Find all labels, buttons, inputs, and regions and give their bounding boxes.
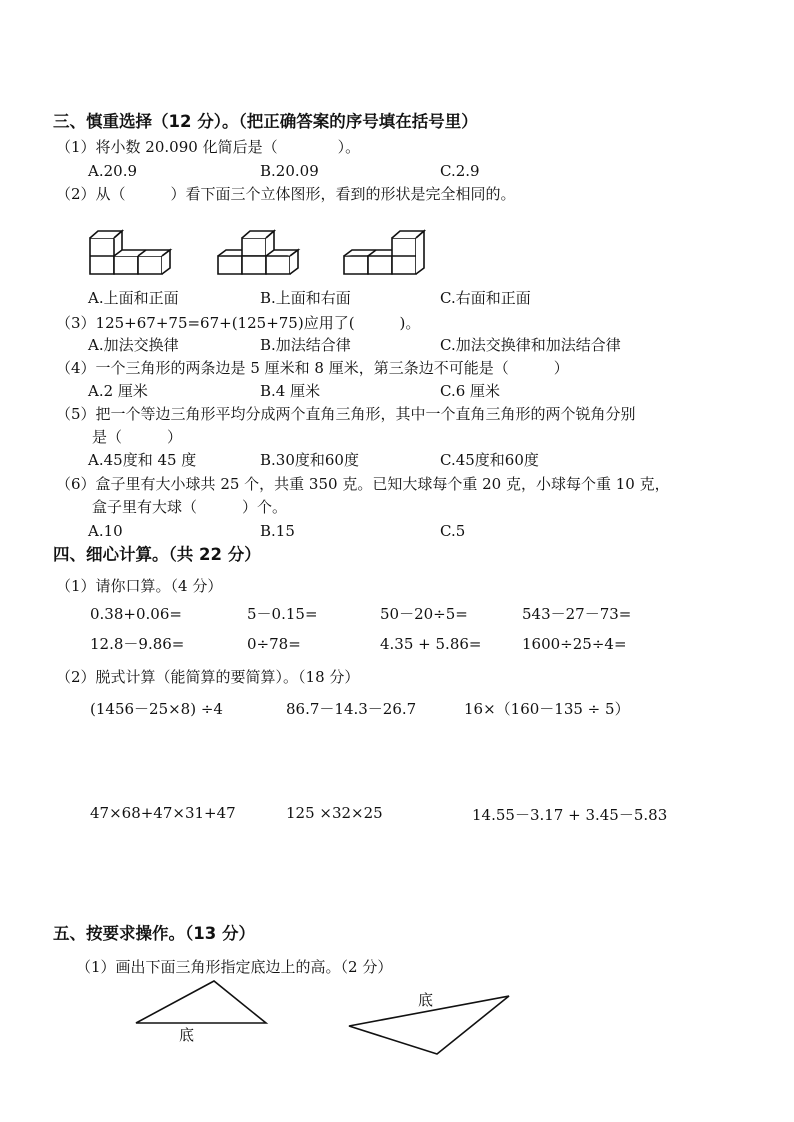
q2-option-b: B.上面和右面 <box>260 289 351 307</box>
q5-option-c: C.45度和60度 <box>440 451 539 469</box>
q4-option-c: C.6 厘米 <box>440 382 501 400</box>
q6-stem-line1: （6）盒子里有大小球共 25 个，共重 350 克。已知大球每个重 20 克，小球每个重 10 克， <box>56 475 670 493</box>
triangle-left <box>130 975 270 1027</box>
q6-option-b: B.15 <box>260 522 295 540</box>
q4-option-a: A.2 厘米 <box>88 382 148 400</box>
q5-stem-line1: （5）把一个等边三角形平均分成两个直角三角形，其中一个直角三角形的两个锐角分别 <box>56 405 636 423</box>
q5-option-b: B.30度和60度 <box>260 451 359 469</box>
q4-stem: （4）一个三角形的两条边是 5 厘米和 8 厘米，第三条边不可能是（ ） <box>56 359 569 377</box>
step-calc-item: 125 ×32×25 <box>286 804 383 822</box>
oral-calc-item: 4.35 + 5.86= <box>380 635 482 653</box>
oral-calc-item: 50－20÷5= <box>380 605 468 623</box>
cube-figure-1 <box>86 228 181 278</box>
step-calc-label: （2）脱式计算（能简算的要简算）。（18 分） <box>56 668 360 686</box>
cube-figure-2 <box>214 228 309 278</box>
q1-option-c: C.2.9 <box>440 162 480 180</box>
q4-option-b: B.4 厘米 <box>260 382 321 400</box>
section-3-title: 三、慎重选择（12 分）。（把正确答案的序号填在括号里） <box>53 112 478 131</box>
q1-stem: （1）将小数 20.090 化简后是（ ）。 <box>56 138 361 156</box>
q1-option-b: B.20.09 <box>260 162 319 180</box>
q2-stem: （2）从（ ）看下面三个立体图形，看到的形状是完全相同的。 <box>56 185 516 203</box>
q3-option-b: B.加法结合律 <box>260 336 351 354</box>
q6-option-a: A.10 <box>88 522 123 540</box>
q5-option-a: A.45度和 45 度 <box>88 451 197 469</box>
oral-calc-item: 5－0.15= <box>247 605 318 623</box>
q1-option-a: A.20.9 <box>88 162 137 180</box>
step-calc-item: 14.55－3.17 + 3.45－5.83 <box>472 806 668 824</box>
section-4-title: 四、细心计算。（共 22 分） <box>53 545 261 564</box>
base-label-left: 底 <box>179 1026 195 1044</box>
q6-stem-line2: 盒子里有大球（ ）个。 <box>92 498 288 516</box>
step-calc-item: 47×68+47×31+47 <box>90 804 236 822</box>
q2-option-c: C.右面和正面 <box>440 289 531 307</box>
step-calc-item: (1456－25×8) ÷4 <box>90 700 223 718</box>
oral-calc-item: 0÷78= <box>247 635 301 653</box>
q5-stem-line2: 是（ ） <box>92 428 183 446</box>
cube-figure-3 <box>340 228 435 278</box>
step-calc-item: 86.7－14.3－26.7 <box>286 700 417 718</box>
step-calc-item: 16×（160－135 ÷ 5） <box>464 700 630 718</box>
oral-calc-item: 1600÷25÷4= <box>522 635 627 653</box>
q3-stem: （3）125+67+75=67+(125+75)应用了( )。 <box>56 314 421 332</box>
q3-option-c: C.加法交换律和加法结合律 <box>440 336 621 354</box>
oral-calc-label: （1）请你口算。（4 分） <box>56 577 223 595</box>
q6-option-c: C.5 <box>440 522 466 540</box>
oral-calc-item: 12.8－9.86= <box>90 635 185 653</box>
draw-height-label: （1）画出下面三角形指定底边上的高。（2 分） <box>76 958 393 976</box>
oral-calc-item: 0.38+0.06= <box>90 605 182 623</box>
q2-option-a: A.上面和正面 <box>88 289 179 307</box>
q3-option-a: A.加法交换律 <box>88 336 179 354</box>
oral-calc-item: 543－27－73= <box>522 605 632 623</box>
section-5-title: 五、按要求操作。（13 分） <box>53 924 255 943</box>
base-label-right: 底 <box>418 991 434 1009</box>
